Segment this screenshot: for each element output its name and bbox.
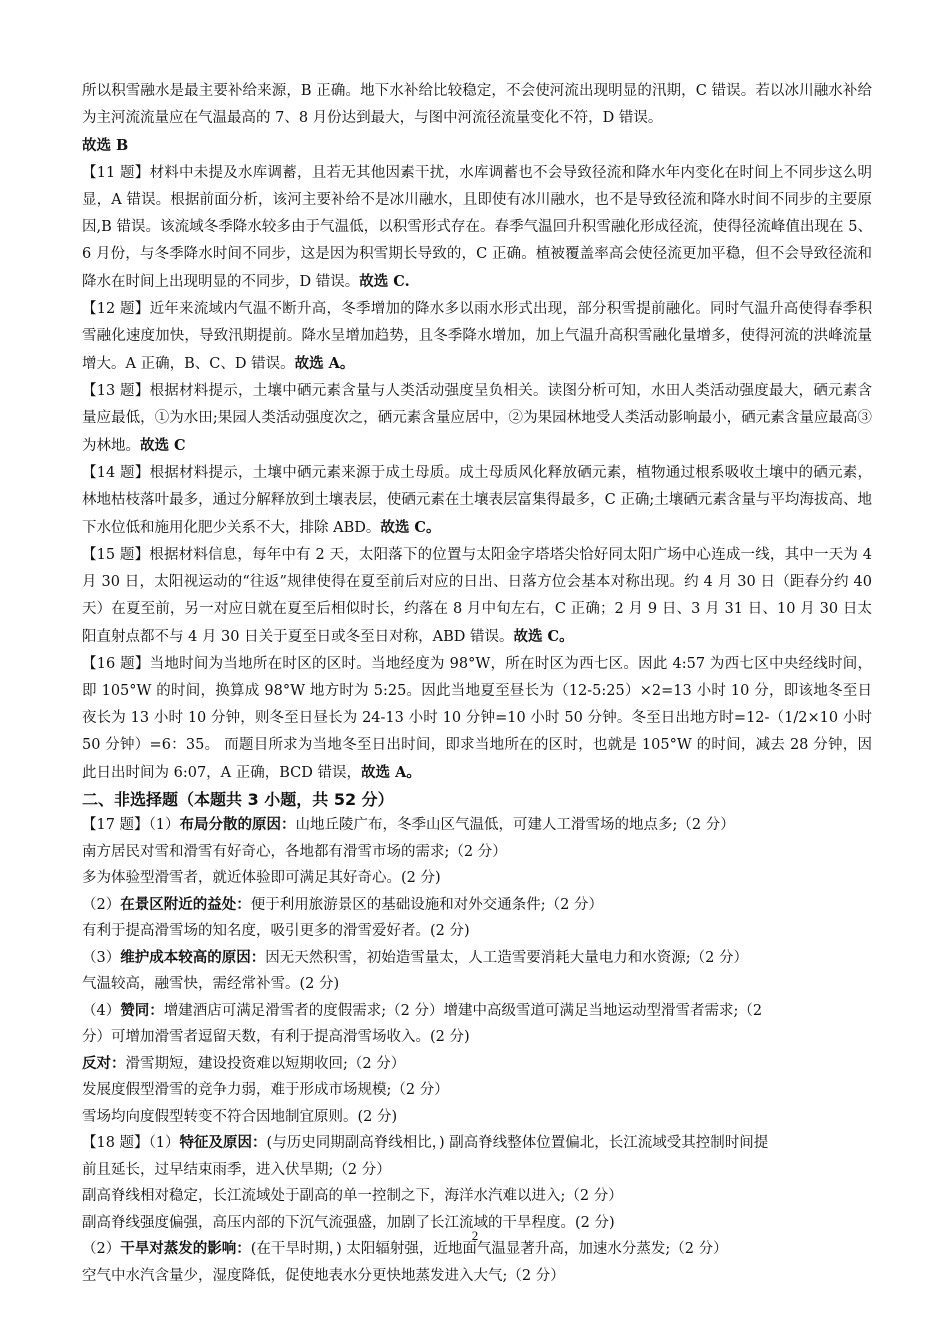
paragraph-10-answer xyxy=(82,132,872,160)
line-text: 南方居民对雪和滑雪有好奇心，各地都有滑雪市场的需求;（2 分） xyxy=(82,843,507,860)
line-heading: 干旱对蒸发的影响： xyxy=(120,1240,251,1257)
line-text: 便于利用旅游景区的基础设施和对外交通条件;（2 分） xyxy=(250,896,603,913)
line-text: (与历史同期副高脊线相比，) 副高脊线整体位置偏北，长江流域受其控制时间提 xyxy=(266,1135,769,1151)
paragraph-text: 根据材料提示，土壤中硒元素含量与人类活动强度呈负相关。读图分析可知，水田人类活动强度最大，硒元素含量应最低，①为水田;果园人类活动强度次之，硒元素含量应居中，②为果园林地受人类活动影响最小，硒元素含量应最高③为林地。 xyxy=(82,383,873,454)
answer-text: 故选 C xyxy=(140,437,186,454)
line-text: 增建酒店可满足滑雪者的度假需求;（2 分）增建中高级雪道可满足当地运动型滑雪者需求;（2 xyxy=(163,1002,763,1019)
line-text: 气温较高，融雪快，需经常补雪。(2 分) xyxy=(82,976,340,992)
line-prefix: （2） xyxy=(82,1241,121,1257)
answer-line xyxy=(82,1130,872,1157)
line-text: 多为体验型滑雪者，就近体验即可满足其好奇心。(2 分) xyxy=(82,870,441,886)
line-text: 有利于提高滑雪场的知名度，吸引更多的滑雪爱好者。(2 分) xyxy=(82,923,470,939)
paragraph-q14 xyxy=(82,460,872,542)
question-label: 【11 题】 xyxy=(82,165,150,181)
line-heading: 赞同： xyxy=(120,1001,164,1019)
answer-line xyxy=(82,812,872,839)
line-text: 山地丘陵广布，冬季山区气温低，可建人工滑雪场的地点多;（2 分） xyxy=(295,817,735,833)
question-label: 【14 题】 xyxy=(82,465,150,481)
paragraph-text: 根据材料提示，土壤中硒元素来源于成土母质。成土母质风化释放硒元素，植物通过根系吸收土壤中的硒元素，林地枯枝落叶最多，通过分解释放到土壤表层，使硒元素在土壤表层富集得最多，C 正确;土壤硒元素含量与平均海拔高、地下水位低和施用化肥少关系不大，排除 ABD。 xyxy=(82,465,873,536)
paragraph-10-cont xyxy=(82,78,872,132)
answer-text: 故选 A。 xyxy=(294,355,355,372)
answer-line xyxy=(82,918,872,945)
answer-line xyxy=(82,892,872,919)
answer-line xyxy=(82,998,872,1025)
answer-line xyxy=(82,1104,872,1131)
answer-text: 故选 C。 xyxy=(513,628,574,645)
answer-line xyxy=(82,839,872,866)
answer-line xyxy=(82,1024,872,1051)
answer-line xyxy=(82,1157,872,1184)
answer-line xyxy=(82,865,872,892)
line-prefix: （1） xyxy=(148,817,180,833)
answer-text: 故选 C。 xyxy=(380,519,441,536)
paragraph-q13 xyxy=(82,378,872,460)
paragraph-text: 所以积雪融水是最主要补给来源，B 正确。地下水补给比较稳定，不会使河流出现明显的汛期，C 错误。若以冰川融水补给为主河流流量应在气温最高的 7、8 月份达到最大，与图中河流径流量变化不符，D 错误。 xyxy=(82,83,872,126)
answer-text: 故选 A。 xyxy=(361,764,421,781)
line-text: (在干旱时期，) 太阳辐射强，近地面气温显著升高，加速水分蒸发;（2 分） xyxy=(250,1241,728,1257)
answer-text: 故选 B xyxy=(82,137,129,154)
answer-line xyxy=(82,971,872,998)
question-label: 【15 题】 xyxy=(82,547,150,563)
line-text: 发展度假型滑雪的竞争力弱，难于形成市场规模;（2 分） xyxy=(82,1082,449,1098)
line-text: 前且延长，过早结束雨季，进入伏旱期;（2 分） xyxy=(82,1161,391,1178)
answer-line xyxy=(82,1263,872,1290)
line-text: 副高脊线相对稳定，长江流域处于副高的单一控制之下，海洋水汽难以进入;（2 分） xyxy=(82,1188,623,1204)
answer-line xyxy=(82,1051,872,1078)
paragraph-q12 xyxy=(82,296,872,378)
line-text: 副高脊线强度偏强，高压内部的下沉气流强盛，加剧了长江流域的干旱程度。(2 分) xyxy=(82,1214,615,1231)
question-label: 【12 题】 xyxy=(82,301,150,317)
non-choice-answers xyxy=(82,812,872,1289)
page-number: 2 xyxy=(471,1228,479,1243)
line-heading: 在景区附近的益处： xyxy=(120,895,251,913)
paragraph-text: 材料中未提及水库调蓄，且若无其他因素干扰，水库调蓄也不会导致径流和降水年内变化在时间上不同步这么明显，A 错误。根据前面分析，该河主要补给不是冰川融水，且即使有冰川融水，也不是导致径流和降水时间不同步的主要原因,B 错误。该流域冬季降水较多由于气温低，以积雪形式存在。春季气温回升积雪融化形成径流，使得径流峰值出现在 5、6 月份，与冬季降水时间不同步，这是因为积雪期长导致的，C 正确。植被覆盖率高会使径流更加平稳，但不会导致径流和降水在时间上出现明显的不同步，D 错误。 xyxy=(82,165,873,290)
line-heading: 反对： xyxy=(82,1054,126,1072)
paragraph-text: 根据材料信息，每年中有 2 天，太阳落下的位置与太阳金字塔塔尖恰好同太阳广场中心连成一线，其中一天为 4 月 30 日，太阳视运动的“往返”规律使得在夏至前后对应的日出、日落方位会基本对称出现。约 4 月 30 日（距春分约 40 天）在夏至前，另一对应日就在夏至后相似时长，约落在 8 月中旬左右，C 正确；2 月 9 日、3 月 31 日、10 月 30 日太阳直射点都不与 4 月 30 日关于夏至日或冬至日对称，ABD 错误。 xyxy=(82,547,872,645)
line-text: 分）可增加滑雪者逗留天数，有利于提高滑雪场收入。(2 分) xyxy=(82,1029,470,1045)
line-prefix: （3） xyxy=(82,949,121,966)
line-heading: 特征及原因： xyxy=(179,1134,267,1151)
question-label: 【17 题】 xyxy=(82,817,149,833)
line-prefix: （4） xyxy=(82,1002,121,1019)
line-prefix: （1） xyxy=(148,1135,180,1151)
paragraph-text: 当地时间为当地所在时区的区时。当地经度为 98°W，所在时区为西七区。因此 4:57 为西七区中央经线时间，即 105°W 的时间，换算成 98°W 地方时为 5:25。因此当地夏至昼长为（12-5:25）×2=13 小时 10 分，即该地冬至日夜长为 13 小时 10 分钟，则冬至日昼长为 24-13 小时 10 分钟=10 小时 50 分钟。冬至日出地方时=12-（1/2×10 小时 50 分钟）=6：35。 而题目所求为当地冬至日出时间，即求当地所在的区时，也就是 105°W 的时间，减去 28 分钟，因此日出时间为 6:07，A 正确，BCD 错误， xyxy=(82,656,873,781)
line-text: 雪场均向度假型转变不符合因地制宜原则。(2 分) xyxy=(82,1108,398,1125)
answer-text: 故选 C. xyxy=(359,273,410,290)
line-text: 因无天然积雪，初始造雪量太，人工造雪要消耗大量电力和水资源;（2 分） xyxy=(265,949,748,966)
line-text: 滑雪期短，建设投资难以短期收回;（2 分） xyxy=(125,1055,406,1072)
section-title: 二、非选择题（本题共 3 小题，共 52 分） xyxy=(82,790,394,809)
answer-line xyxy=(82,945,872,972)
answer-line xyxy=(82,1077,872,1104)
question-label: 【18 题】 xyxy=(82,1135,149,1151)
paragraph-q11 xyxy=(82,160,872,296)
paragraph-q15 xyxy=(82,542,872,651)
paragraph-q16 xyxy=(82,651,872,787)
line-prefix: （2） xyxy=(82,896,121,913)
answers-block xyxy=(82,78,872,787)
line-heading: 维护成本较高的原因： xyxy=(120,948,266,966)
line-text: 空气中水汽含量少，湿度降低，促使地表水分更快地蒸发进入大气;（2 分） xyxy=(82,1267,565,1284)
paragraph-text: 近年来流域内气温不断升高，冬季增加的降水多以雨水形式出现，部分积雪提前融化。同时气温升高使得春季积雪融化速度加快，导致汛期提前。降水呈增加趋势，且冬季降水增加，加上气温升高积雪融化量增多，使得河流的洪峰流量增大。A 正确，B、C、D 错误。 xyxy=(82,301,873,372)
question-label: 【16 题】 xyxy=(82,656,150,672)
line-heading: 布局分散的原因： xyxy=(179,816,296,833)
question-label: 【13 题】 xyxy=(82,383,150,399)
answer-line xyxy=(82,1183,872,1210)
